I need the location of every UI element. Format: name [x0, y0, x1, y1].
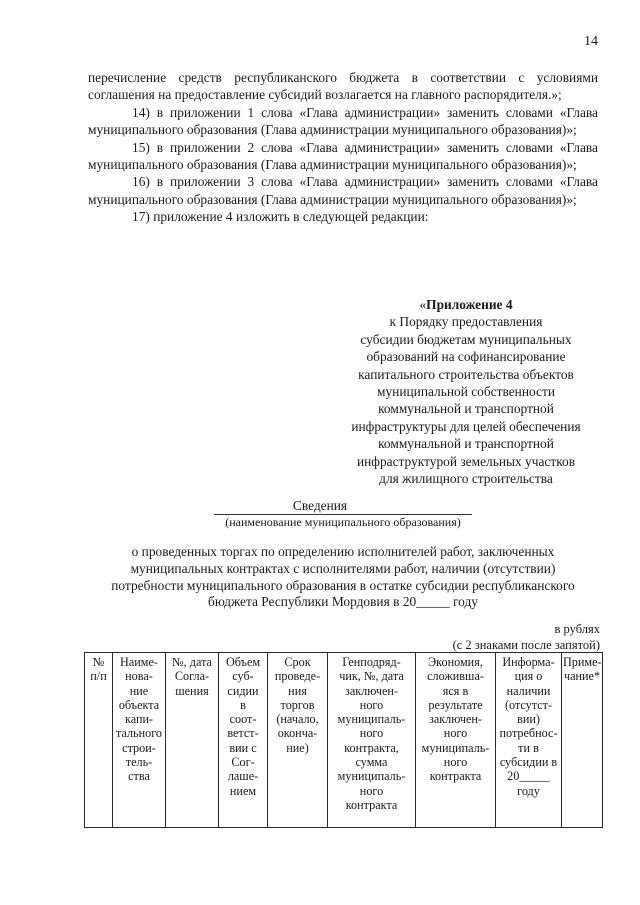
units-line: в рублях	[554, 622, 600, 636]
header-text: Срок проведе- ния торгов (начало, оконча- ние)	[274, 655, 321, 755]
appendix-line: к Порядку предоставления	[389, 314, 543, 330]
report-description	[88, 544, 598, 611]
appendix-line: капитального строительства объектов	[358, 366, 574, 382]
description-line: о проведенных торгах по определению исполнителей работ, заключенных	[131, 544, 555, 559]
appendix-line: образований на софинансирование	[366, 349, 566, 365]
description-line: бюджета Республики Мордовия в 20_____ году	[208, 594, 478, 610]
appendix-line: инфраструктурой земельных участков	[356, 453, 576, 469]
paragraph: 15) в приложении 2 слова «Глава администрации» заменить словами «Глава муниципального образования (Глава администрации муниципального образования)»;	[88, 139, 598, 173]
units-line: (с 2 знаками после запятой)	[452, 638, 600, 652]
column-header-contractor	[328, 653, 416, 828]
column-header-tender-date	[268, 653, 328, 828]
header-text: Экономия, сложивша- яся в результате заключен- ного муниципаль- ного контракта	[421, 655, 490, 784]
header-text: Информа- ция о наличии (отсутст- вии) потребнос- ти в субсидии в 20_____ году	[499, 655, 558, 798]
column-header-object-name	[113, 653, 166, 828]
description-line: муниципальных контрактах с исполнителями работ, наличии (отсутствии)	[130, 560, 556, 576]
appendix-line: муниципальной собственности	[377, 384, 555, 400]
appendix-title-line	[326, 296, 606, 313]
page-number: 14	[584, 34, 598, 49]
appendix-line: для жилищного строительства	[379, 471, 553, 487]
header-text: Наиме- нова- ние объекта капи- тального строи- тель- ства	[115, 655, 163, 784]
table-header-row	[85, 653, 603, 828]
report-table	[84, 652, 603, 828]
body-text	[88, 69, 598, 226]
appendix-line: субсидии бюджетам муниципальных	[360, 331, 572, 347]
column-header-agreement	[166, 653, 219, 828]
document-heading: Сведения	[292, 498, 348, 513]
column-header-savings	[416, 653, 496, 828]
quote-mark: «	[419, 297, 427, 312]
municipality-caption: (наименование муниципального образования)	[225, 515, 461, 529]
header-text: № п/п	[90, 655, 107, 684]
appendix-title: Приложение 4	[426, 297, 513, 312]
municipality-name-field	[214, 514, 472, 530]
column-header-subsidy-volume	[219, 653, 268, 828]
appendix-line: коммунальной и транспортной	[378, 436, 554, 452]
paragraph: 16) в приложении 3 слова «Глава администрации» заменить словами «Глава муниципального образования (Глава администрации муниципального образования)»;	[88, 174, 598, 207]
header-text: №, дата Согла- шения	[172, 655, 212, 698]
header-text: Объем суб- сидии в соот- ветст- вии с Сог- лаше- нием	[225, 655, 261, 798]
header-text: Генподряд- чик, №, дата заключен- ного муниципаль- ного контракта, сумма муниципаль- ного контракта	[337, 655, 406, 812]
appendix-header	[326, 296, 606, 487]
paragraph: 14) в приложении 1 слова «Глава администрации» заменить словами «Глава муниципального образования (Глава администрации муниципального образования)»;	[88, 104, 598, 138]
appendix-line: инфраструктуры для целей обеспечения	[351, 418, 581, 434]
appendix-line: коммунальной и транспортной	[378, 401, 554, 417]
column-header-need-info	[496, 653, 562, 828]
paragraph: перечисление средств республиканского бюджета в соответствии с условиями соглашения на предоставление субсидий возлагается на главного распорядителя.»;	[88, 70, 598, 103]
header-text: Приме- чание*	[563, 655, 602, 684]
paragraph: 17) приложение 4 изложить в следующей редакции:	[132, 209, 429, 225]
description-line: потребности муниципального образования в остатке субсидии республиканского	[111, 577, 575, 593]
units-note	[453, 621, 600, 653]
column-header-note	[562, 653, 603, 828]
column-header-num	[85, 653, 113, 828]
